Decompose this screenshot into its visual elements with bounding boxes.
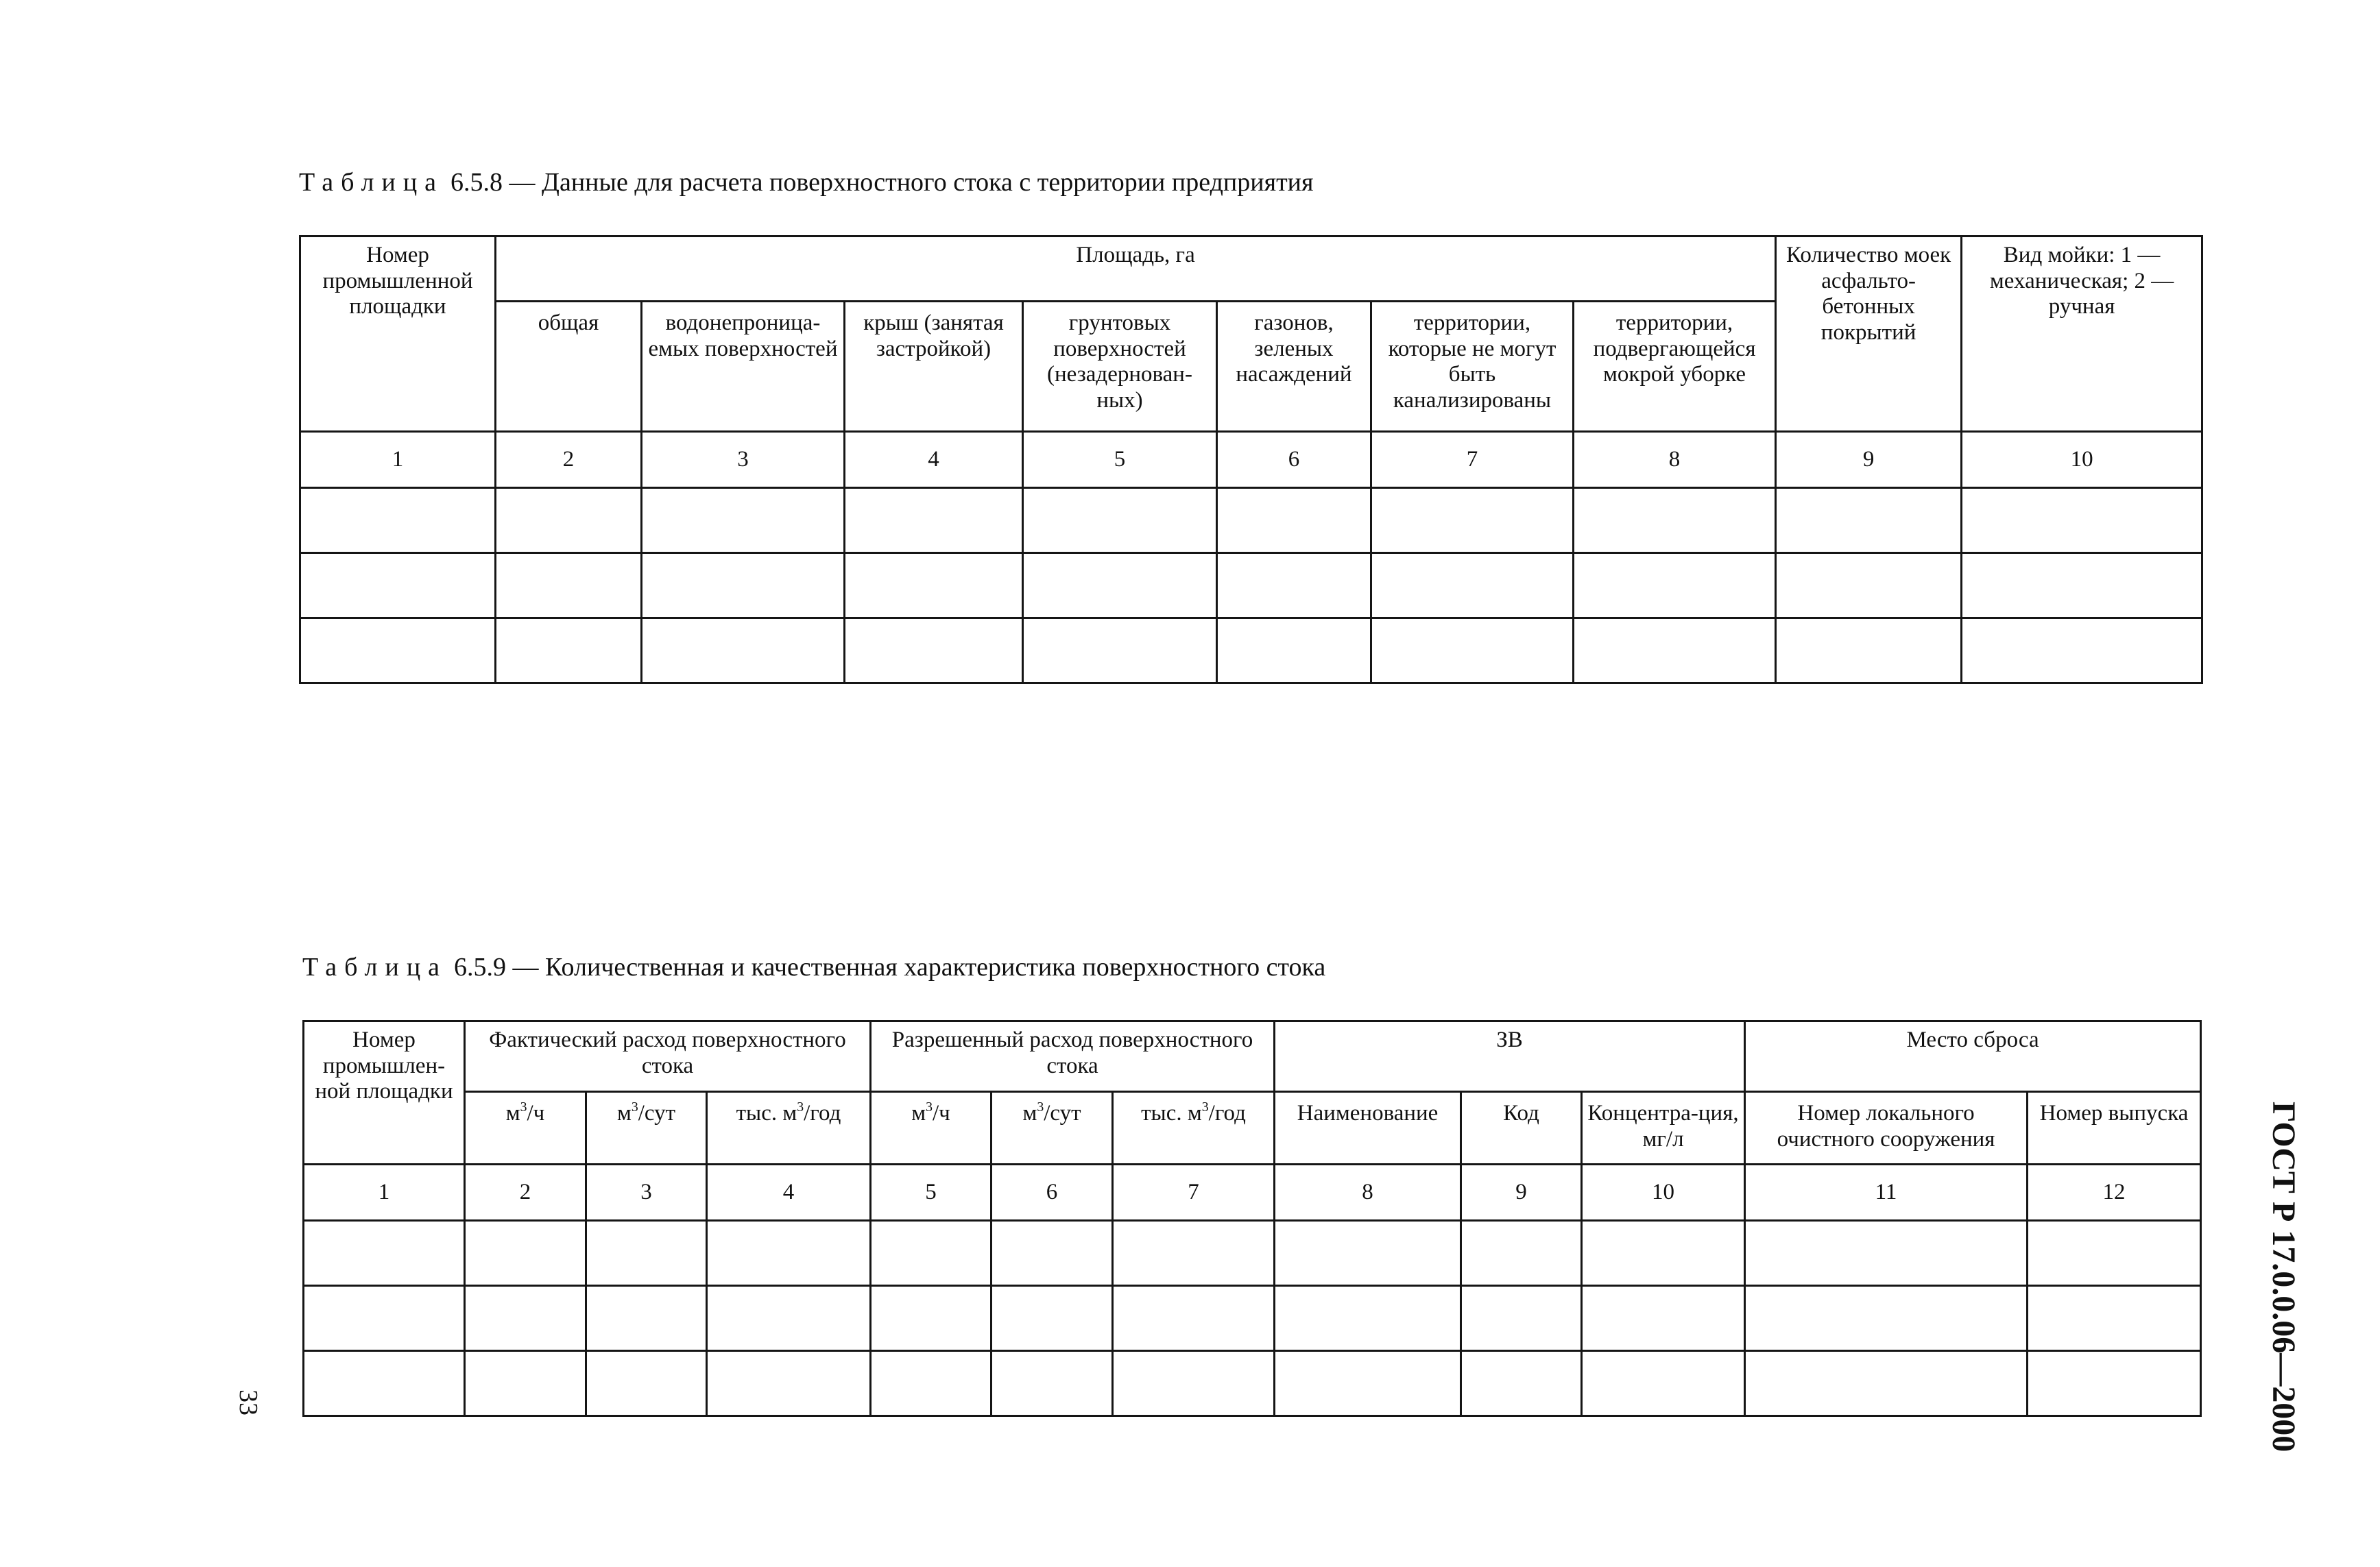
table-6-5-9 [302,1020,2202,1417]
table2-caption-text: 6.5.9 — Количественная и качественная характеристика поверхностного стока [454,953,1326,982]
header-concentration: Концентра-ция, мг/л [1582,1092,1745,1165]
header-unit-m3-h: $м^3/ч$ [465,1092,586,1165]
header-wash-type: Вид мойки: 1 — механическая; 2 — ручная [1962,236,2202,432]
header-unit-m3-day: $м^3$/сут [586,1092,707,1165]
table-cell[interactable] [991,1286,1113,1351]
table-cell[interactable] [1371,553,1574,618]
table-cell[interactable] [845,553,1023,618]
column-number: 2 [465,1165,586,1221]
table-cell[interactable] [642,618,845,683]
table-cell[interactable] [1217,553,1371,618]
header-site-number: Номер промышлен-ной площадки [304,1021,465,1165]
table-cell[interactable] [1461,1221,1582,1286]
table-6-5-8 [299,235,2203,684]
column-number: 6 [991,1165,1113,1221]
table-cell[interactable] [1776,618,1962,683]
table-cell[interactable] [1461,1286,1582,1351]
table-cell[interactable] [1582,1351,1745,1416]
header-wash-count: Количество моек асфальто-бетонных покрытий [1776,236,1962,432]
table-cell[interactable] [2028,1351,2201,1416]
table2-caption-prefix: Таблица [302,953,448,982]
column-number: 8 [1275,1165,1461,1221]
header-area-impermeable: водонепроница-емых поверхностей [642,302,845,432]
column-number: 10 [1962,432,2202,488]
table-cell[interactable] [304,1286,465,1351]
table-cell[interactable] [300,553,496,618]
table1-caption-prefix: Таблица [299,168,444,197]
header-area-wet-cleaning: территории, подвергающейся мокрой уборке [1574,302,1776,432]
table-cell[interactable] [845,488,1023,553]
table-cell[interactable] [1371,488,1574,553]
header-pollutant: ЗВ [1275,1021,1745,1092]
header-unit-m3-h: $м^3/ч$ [871,1092,991,1165]
table-cell[interactable] [304,1351,465,1416]
column-number: 8 [1574,432,1776,488]
column-number: 1 [300,432,496,488]
table-cell[interactable] [1574,553,1776,618]
header-area-group: Площадь, га [496,236,1776,302]
header-unit-m3-day: $м^3$/сут [991,1092,1113,1165]
column-number: 5 [871,1165,991,1221]
column-number: 2 [496,432,642,488]
table-row [304,1221,2201,1286]
table-row [300,488,2202,553]
table-cell[interactable] [300,488,496,553]
table-cell[interactable] [1217,488,1371,553]
table-cell[interactable] [1745,1351,2028,1416]
table-row [304,1286,2201,1351]
column-number: 4 [707,1165,871,1221]
header-area-lawns: газонов, зеленых насаждений [1217,302,1371,432]
header-allowed-flow: Разрешенный расход поверхностного стока [871,1021,1275,1092]
column-number: 1 [304,1165,465,1221]
table-cell[interactable] [871,1286,991,1351]
column-number: 12 [2028,1165,2201,1221]
table-cell[interactable] [845,618,1023,683]
table-cell[interactable] [496,488,642,553]
page-number: 33 [234,1389,263,1416]
table-cell[interactable] [1113,1286,1275,1351]
header-area-roofs: крыш (занятая застройкой) [845,302,1023,432]
header-area-total: общая [496,302,642,432]
header-area-ground: грунтовых поверхностей (незадернован-ных) [1023,302,1217,432]
table2-caption [302,952,1325,982]
table-cell[interactable] [707,1286,871,1351]
table-cell[interactable] [1582,1286,1745,1351]
header-outlet-number: Номер выпуска [2028,1092,2201,1165]
column-number: 7 [1113,1165,1275,1221]
header-pollutant-code: Код [1461,1092,1582,1165]
table-cell[interactable] [1776,553,1962,618]
table-cell[interactable] [1023,488,1217,553]
column-number: 11 [1745,1165,2028,1221]
table-cell[interactable] [465,1221,586,1286]
document-code: ГОСТ Р 17.0.0.06—2000 [2265,1102,2302,1453]
table-cell[interactable] [1113,1351,1275,1416]
header-treatment-facility: Номер локального очистного сооружения [1745,1092,2028,1165]
table-row [300,553,2202,618]
table-cell[interactable] [2028,1221,2201,1286]
header-area-non-sewered: территории, которые не могут быть канализированы [1371,302,1574,432]
table-cell[interactable] [1574,618,1776,683]
table-cell[interactable] [1113,1221,1275,1286]
table-cell[interactable] [1461,1351,1582,1416]
table-cell[interactable] [586,1221,707,1286]
table-cell[interactable] [300,618,496,683]
table-cell[interactable] [2028,1286,2201,1351]
table-cell[interactable] [1574,488,1776,553]
table-cell[interactable] [1023,553,1217,618]
column-number: 6 [1217,432,1371,488]
table1-caption [299,167,1313,197]
table-cell[interactable] [642,553,845,618]
table-cell[interactable] [1745,1286,2028,1351]
table-cell[interactable] [1023,618,1217,683]
table-cell[interactable] [465,1286,586,1351]
table-cell[interactable] [496,618,642,683]
table-cell[interactable] [1217,618,1371,683]
table-cell[interactable] [586,1286,707,1351]
table-row [304,1351,2201,1416]
table-cell[interactable] [586,1351,707,1416]
table-cell[interactable] [991,1351,1113,1416]
table-cell[interactable] [1582,1221,1745,1286]
table-cell[interactable] [496,553,642,618]
table-cell[interactable] [991,1221,1113,1286]
table-cell[interactable] [1745,1221,2028,1286]
header-discharge-place: Место сброса [1745,1021,2201,1092]
header-unit-thousand-m3-year: тыс. $м^3$/год [707,1092,871,1165]
table-cell[interactable] [1962,488,2202,553]
column-number: 10 [1582,1165,1745,1221]
column-number: 9 [1461,1165,1582,1221]
table-cell[interactable] [1371,618,1574,683]
table-cell[interactable] [304,1221,465,1286]
table-cell[interactable] [1275,1221,1461,1286]
column-number: 9 [1776,432,1962,488]
table-cell[interactable] [642,488,845,553]
table1-caption-text: 6.5.8 — Данные для расчета поверхностного стока с территории предприятия [450,168,1314,197]
header-pollutant-name: Наименование [1275,1092,1461,1165]
table-row [300,618,2202,683]
header-site-number: Номер промышленной площадки [300,236,496,432]
column-number: 4 [845,432,1023,488]
table-cell[interactable] [1962,618,2202,683]
column-number: 3 [586,1165,707,1221]
column-number: 3 [642,432,845,488]
table-cell[interactable] [871,1221,991,1286]
column-number: 5 [1023,432,1217,488]
table-cell[interactable] [1275,1351,1461,1416]
header-actual-flow: Фактический расход поверхностного стока [465,1021,871,1092]
table-cell[interactable] [871,1351,991,1416]
table-cell[interactable] [707,1221,871,1286]
table-cell[interactable] [1776,488,1962,553]
table-cell[interactable] [1962,553,2202,618]
table-cell[interactable] [1275,1286,1461,1351]
header-unit-thousand-m3-year: тыс. $м^3$/год [1113,1092,1275,1165]
table-cell[interactable] [707,1351,871,1416]
column-number: 7 [1371,432,1574,488]
table-cell[interactable] [465,1351,586,1416]
